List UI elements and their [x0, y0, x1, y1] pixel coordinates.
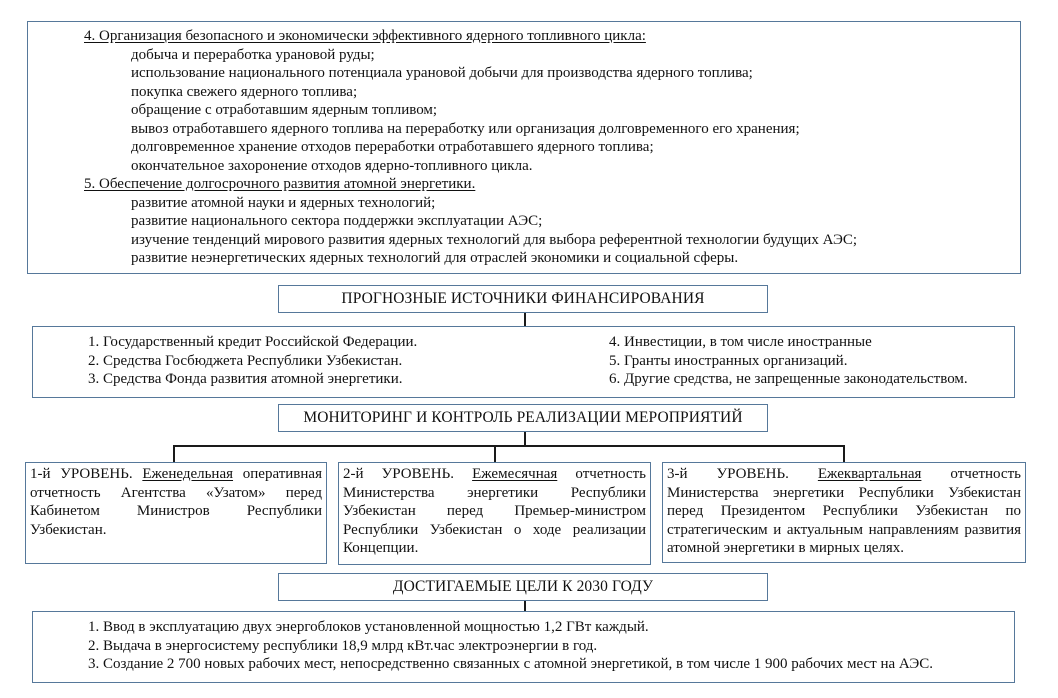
financing-title-box: [278, 285, 768, 313]
level-1-box: [25, 462, 327, 564]
level-3-box: [662, 462, 1026, 563]
goals-title-box: [278, 573, 768, 601]
section-4-item: обращение с отработавшим ядерным топливом;: [131, 102, 438, 118]
goal-item: 1. Ввод в эксплуатацию двух энергоблоков установленной мощностью 1,2 ГВт каждый.: [88, 619, 649, 635]
level-1-description: оперативная отчетность Агентства «Узатом» перед Кабинетом Министров Республики Узбекистан.: [30, 466, 322, 538]
section-4-item: долговременное хранение отходов переработки отработавшего ядерного топлива;: [131, 139, 654, 155]
level-3-frequency: Ежеквартальная: [817, 466, 922, 482]
goal-item: 3. Создание 2 700 новых рабочих мест, непосредственно связанных с атомной энергетикой, в том числе 1 900 рабочих мест на АЭС.: [88, 656, 934, 673]
section-5-item: развитие атомной науки и ядерных технологий;: [131, 194, 436, 211]
level-3-text: [667, 465, 1021, 558]
goals-title: ДОСТИГАЕМЫЕ ЦЕЛИ К 2030 ГОДУ: [392, 578, 654, 595]
level-2-connector: [494, 445, 496, 462]
level-1-frequency: Еженедельная: [142, 466, 234, 482]
level-2-box: [338, 462, 651, 565]
financing-item: 3. Средства Фонда развития атомной энергетики.: [88, 371, 403, 388]
monitoring-title: МОНИТОРИНГ И КОНТРОЛЬ РЕАЛИЗАЦИИ МЕРОПРИЯТИЙ: [303, 409, 743, 426]
goal-item: 2. Выдача в энергосистему республики 18,9 млрд кВт.час электроэнергии в год.: [88, 637, 598, 654]
goals-list: [88, 618, 933, 674]
financing-item: 2. Средства Госбюджета Республики Узбекистан.: [88, 352, 403, 369]
level-3-description: отчетность Министерства энергетики Республики Узбекистан перед Президентом Республики Узбекистан по стратегическим и актуальным направлениям развития атомной энергетики в мирных целях.: [667, 466, 1021, 557]
financing-title: ПРОГНОЗНЫЕ ИСТОЧНИКИ ФИНАНСИРОВАНИЯ: [341, 290, 705, 307]
section-4-heading: 4. Организация безопасного и экономически эффективного ядерного топливного цикла:: [84, 28, 646, 44]
level-1-prefix: 1-й УРОВЕНЬ.: [30, 466, 143, 482]
section-4-item: использование национального потенциала урановой добычи для производства ядерного топлива;: [131, 65, 753, 81]
level-1-text: [30, 465, 322, 539]
financing-item: 1. Государственный кредит Российской Федерации.: [88, 334, 418, 350]
section-4-item: покупка свежего ядерного топлива;: [131, 83, 358, 100]
level-3-connector: [843, 445, 845, 462]
financing-left-list: [88, 333, 417, 389]
section-5-heading: 5. Обеспечение долгосрочного развития атомной энергетики.: [84, 176, 476, 192]
level-1-connector: [173, 445, 175, 462]
level-2-frequency: Ежемесячная: [472, 466, 558, 482]
section-4-item: добыча и переработка урановой руды;: [131, 46, 375, 63]
level-2-prefix: 2-й УРОВЕНЬ.: [343, 466, 473, 482]
level-2-text: [343, 465, 646, 558]
section-4-item: вывоз отработавшего ядерного топлива на переработку или организация долговременного его хранения;: [131, 120, 800, 137]
financing-item: 4. Инвестиции, в том числе иностранные: [609, 334, 872, 350]
section-5-item: развитие национального сектора поддержки эксплуатации АЭС;: [131, 213, 543, 229]
level-2-description: отчетность Министерства энергетики Республики Узбекистан перед Премьер-министром Республики Узбекистан о ходе реализации Концепции.: [343, 466, 646, 557]
monitoring-title-box: [278, 404, 768, 432]
financing-item: 6. Другие средства, не запрещенные законодательством.: [609, 371, 968, 388]
monitoring-connector-bar: [173, 445, 844, 447]
financing-right-list: [609, 333, 968, 389]
section-5-item: развитие неэнергетических ядерных технологий для отраслей экономики и социальной сферы.: [131, 250, 739, 266]
monitoring-connector-stem: [524, 432, 526, 446]
financing-connector: [524, 313, 526, 326]
level-3-prefix: 3-й УРОВЕНЬ.: [667, 466, 818, 482]
section-4-item: окончательное захоронение отходов ядерно-топливного цикла.: [131, 157, 533, 174]
financing-item: 5. Гранты иностранных организаций.: [609, 352, 848, 369]
section-5-item: изучение тенденций мирового развития ядерных технологий для выбора референтной технологии будущих АЭС;: [131, 231, 858, 248]
